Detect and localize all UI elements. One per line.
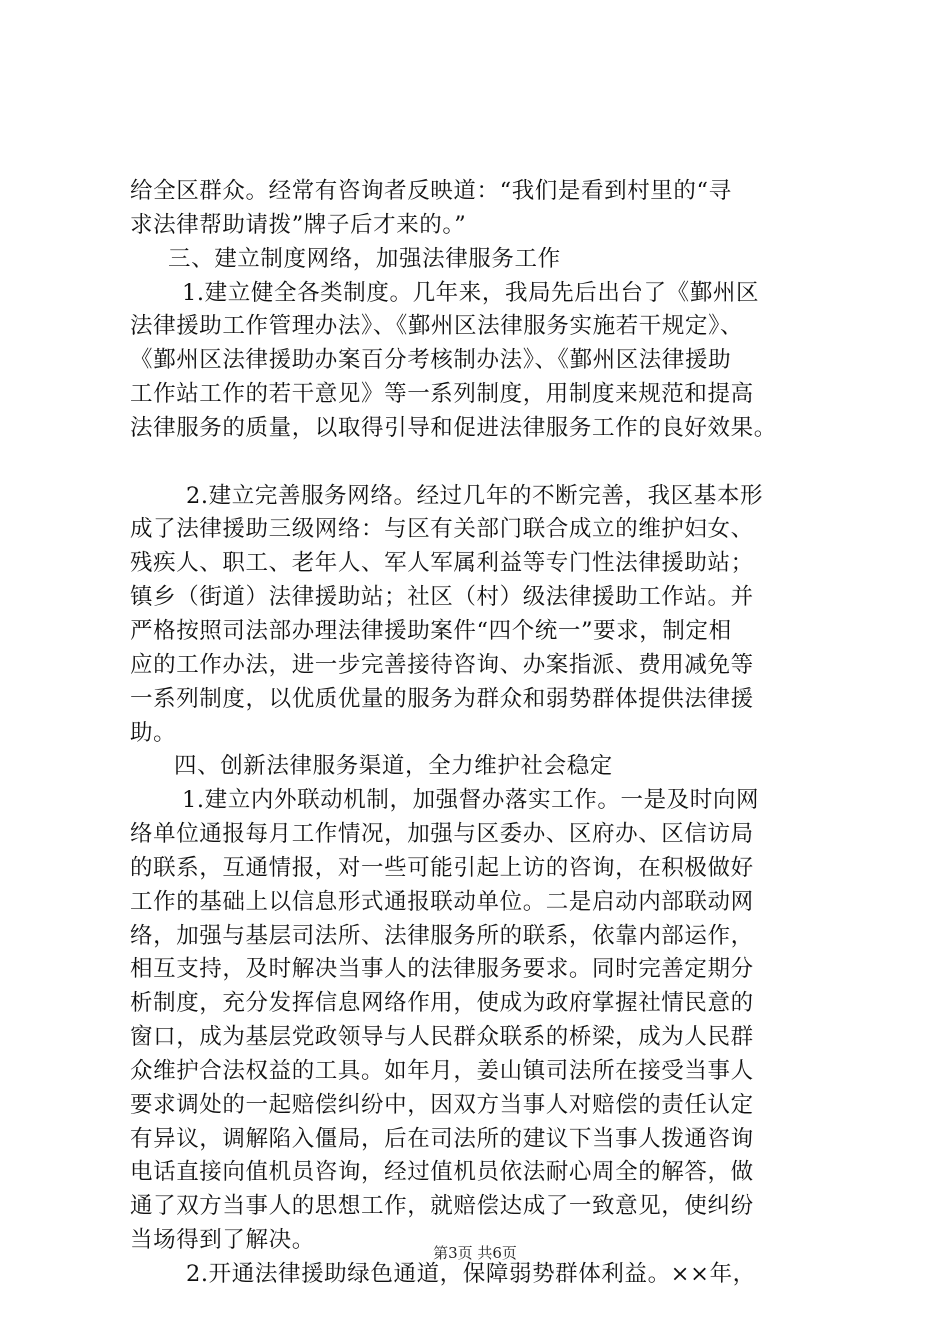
text-line: 众维护合法权益的工具。如年月，姜山镇司法所在接受当事人 [130,1057,754,1084]
text-line: 的联系，互通情报，对一些可能引起上访的咨询，在积极做好 [130,854,754,881]
text-line: 析制度，充分发挥信息网络作用，使成为政府掌握社情民意的 [130,990,754,1017]
text-line: 窗口，成为基层党政领导与人民群众联系的桥梁，成为人民群 [130,1024,754,1051]
text-line: 求法律帮助请拨”牌子后才来的。” [130,211,467,238]
text-line: 镇乡（街道）法律援助站；社区（村）级法律援助工作站。并 [130,584,754,611]
text-line: 给全区群众。经常有咨询者反映道：“我们是看到村里的“寻 [130,178,732,204]
text-line: 络，加强与基层司法所、法律服务所的联系，依靠内部运作， [130,922,754,949]
text-line: 一系列制度，以优质优量的服务为群众和弱势群体提供法律援 [130,685,754,712]
text-line: 2.建立完善服务网络。经过几年的不断完善，我区基本形 [186,482,764,509]
text-line: 四、创新法律服务渠道，全力维护社会稳定 [174,753,613,780]
text-line: 要求调处的一起赔偿纠纷中，因双方当事人对赔偿的责任认定 [130,1091,754,1118]
text-line: 有异议，调解陷入僵局，后在司法所的建议下当事人拨通咨询 [130,1125,754,1152]
text-line: 1.建立内外联动机制，加强督办落实工作。一是及时向网 [182,787,760,814]
text-line: 严格按照司法部办理法律援助案件“四个统一”要求，制定相 [130,617,732,644]
text-line: 1.建立健全各类制度。几年来，我局先后出台了《鄞州区 [182,279,760,306]
text-line: 应的工作办法，进一步完善接待咨询、办案指派、费用减免等 [130,651,754,678]
blank-line [130,446,835,480]
text-line: 三、建立制度网络，加强法律服务工作 [168,245,561,272]
text-line: 工作的基础上以信息形式通报联动单位。二是启动内部联动网 [130,888,754,915]
text-line: 助。 [130,719,177,746]
document-body [130,175,835,1292]
text-line: 电话直接向值机员咨询，经过值机员依法耐心周全的解答，做 [130,1159,754,1186]
text-line: 法律援助工作管理办法》、《鄞州区法律服务实施若干规定》、 [130,313,744,340]
text-line: 相互支持，及时解决当事人的法律服务要求。同时完善定期分 [130,956,754,983]
text-line: 2.开通法律援助绿色通道，保障弱势群体利益。××年， [186,1261,756,1287]
text-line: 通了双方当事人的思想工作，就赔偿达成了一致意见，使纠纷 [130,1193,754,1220]
text-line: 《鄞州区法律援助办案百分考核制办法》、《鄞州区法律援助 [130,347,732,374]
text-line: 成了法律援助三级网络：与区有关部门联合成立的维护妇女、 [130,516,754,543]
text-line: 法律服务的质量，以取得引导和促进法律服务工作的良好效果。 [130,414,777,441]
text-line: 工作站工作的若干意见》等一系列制度，用制度来规范和提高 [130,381,754,408]
page-footer: 第3页 共6页 [433,1244,517,1262]
text-line: 当场得到了解决。 [130,1227,315,1254]
text-line: 残疾人、职工、老年人、军人军属利益等专门性法律援助站； [130,550,754,577]
text-line: 络单位通报每月工作情况，加强与区委办、区府办、区信访局 [130,821,754,848]
